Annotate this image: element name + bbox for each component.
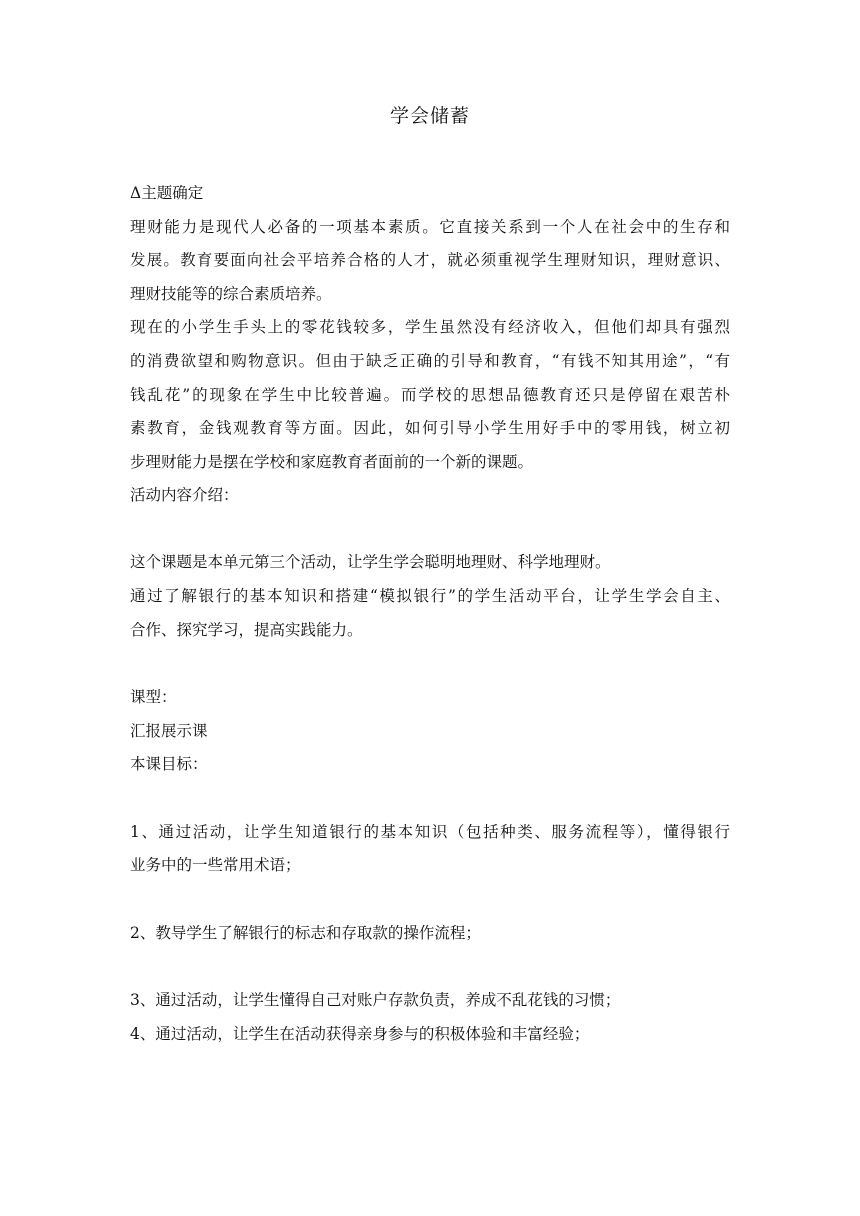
paragraph-line: 发展。教育要面向社会平培养合格的人才，就必须重视学生理财知识，理财意识、: [130, 251, 730, 269]
objective-item-continued: 业务中的一些常用术语；: [130, 856, 301, 874]
paragraph-line: 合作、探究学习，提高实践能力。: [130, 621, 363, 639]
section-heading-lesson-type: 课型：: [130, 688, 177, 706]
paragraph-line: 理财技能等的综合素质培养。: [130, 285, 332, 303]
paragraph-line: 这个课题是本单元第三个活动，让学生学会聪明地理财、科学地理财。: [130, 553, 611, 571]
objective-item: 4、通过活动，让学生在活动获得亲身参与的积极体验和丰富经验；: [130, 1025, 590, 1043]
objective-item: 1、通过活动，让学生知道银行的基本知识（包括种类、服务流程等），懂得银行: [130, 823, 730, 841]
paragraph-line: 现在的小学生手头上的零花钱较多，学生虽然没有经济收入，但他们却具有强烈: [130, 318, 730, 336]
document-title: 学会储蓄: [389, 105, 470, 127]
paragraph-line: 理财能力是现代人必备的一项基本素质。它直接关系到一个人在社会中的生存和: [130, 218, 730, 236]
objective-item: 3、通过活动，让学生懂得自己对账户存款负责，养成不乱花钱的习惯；: [130, 991, 621, 1009]
paragraph-line: 钱乱花”的现象在学生中比较普遍。而学校的思想品德教育还只是停留在艰苦朴: [130, 386, 730, 404]
section-heading-theme: Δ主题确定: [130, 184, 204, 202]
lesson-type-value: 汇报展示课: [130, 722, 208, 740]
paragraph-line: 素教育，金钱观教育等方面。因此，如何引导小学生用好手中的零用钱，树立初: [130, 419, 730, 437]
objective-item: 2、教导学生了解银行的标志和存取款的操作流程；: [130, 924, 481, 942]
section-heading-activity: 活动内容介绍：: [130, 486, 239, 504]
paragraph-line: 步理财能力是摆在学校和家庭教育者面前的一个新的课题。: [130, 453, 534, 471]
paragraph-line: 的消费欲望和购物意识。但由于缺乏正确的引导和教育，“有钱不知其用途”，“有: [130, 352, 730, 370]
paragraph-line: 通过了解银行的基本知识和搭建“模拟银行”的学生活动平台，让学生学会自主、: [130, 587, 730, 605]
section-heading-objectives: 本课目标：: [130, 755, 208, 773]
